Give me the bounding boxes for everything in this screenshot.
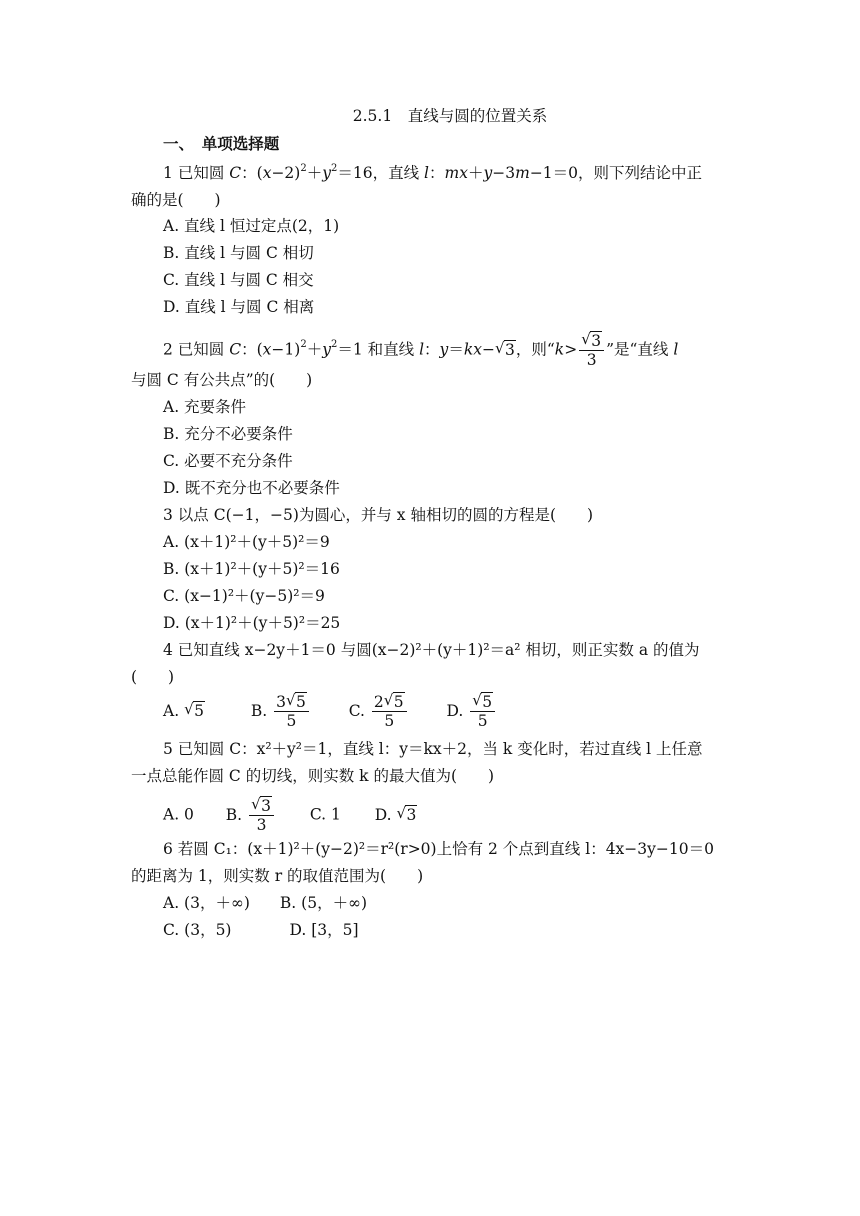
text: 3 bbox=[276, 693, 286, 711]
text: ＝ bbox=[448, 340, 464, 359]
text: 2 bbox=[300, 162, 307, 174]
text: −2) bbox=[271, 164, 301, 182]
q1-option-d: D. 直线 l 与圆 C 相离 bbox=[163, 298, 315, 316]
q4-option-a bbox=[163, 702, 205, 720]
text: ＋ bbox=[467, 164, 484, 182]
q4-option-b bbox=[250, 693, 311, 730]
q4-stem: 4 已知直线 x−2y＋1＝0 与圆(x−2)²＋(y＋1)²＝a² 相切，则正实数 a 的值为 bbox=[163, 641, 700, 659]
text: 5 bbox=[286, 712, 297, 730]
q6-stem: 6 若圆 C₁：(x＋1)²＋(y−2)²＝r²(r>0)上恰有 2 个点到直线 l：4x−3y−10＝0 bbox=[163, 840, 714, 858]
q2-stem-line2: 与圆 C 有公共点”的( ) bbox=[131, 371, 313, 389]
text: ，则“ bbox=[515, 340, 555, 359]
page-title: 2.5.1 直线与圆的位置关系 bbox=[352, 107, 548, 125]
text: y bbox=[483, 164, 493, 182]
q5-stem-line2: 一点总能作圆 C 的切线，则实数 k 的最大值为( ) bbox=[131, 767, 495, 785]
q5-option-b bbox=[225, 797, 276, 834]
q2-option-c: C. 必要不充分条件 bbox=[163, 452, 293, 470]
text: ： bbox=[429, 164, 445, 182]
q2-option-d: D. 既不充分也不必要条件 bbox=[163, 479, 340, 497]
q2-stem-line1 bbox=[163, 332, 678, 369]
text: 2 bbox=[373, 693, 384, 711]
text: y bbox=[439, 340, 449, 359]
text: l bbox=[424, 164, 429, 182]
q5-stem: 5 已知圆 C：x²＋y²＝1，直线 l：y＝kx＋2，当 k 变化时，若过直线 l 上任意 bbox=[163, 740, 703, 758]
q4-options bbox=[163, 693, 497, 730]
q1-stem-line1 bbox=[163, 163, 702, 183]
text: C bbox=[229, 340, 242, 359]
text: 3 bbox=[261, 797, 271, 815]
text: −1＝0，则下列结论中正 bbox=[529, 164, 703, 182]
text: 5 bbox=[477, 712, 488, 730]
q1-option-b: B. 直线 l 与圆 C 相切 bbox=[163, 244, 314, 262]
text: > bbox=[564, 340, 578, 359]
text: 5 bbox=[384, 712, 395, 730]
text: 2 已知圆 bbox=[163, 340, 230, 359]
text: y bbox=[322, 340, 331, 359]
text: 已知圆 bbox=[177, 164, 230, 182]
text: ”是“直线 bbox=[606, 340, 674, 359]
q5-option-c: C. 1 bbox=[309, 805, 341, 824]
text: 3 bbox=[591, 332, 602, 350]
text: −1) bbox=[271, 340, 301, 359]
text: 3 bbox=[504, 340, 515, 359]
q6-stem-line2: 的距离为 1，则实数 r 的取值范围为( ) bbox=[131, 867, 424, 885]
text: D. bbox=[446, 701, 464, 720]
text: l bbox=[419, 340, 425, 359]
q2-option-b: B. 充分不必要条件 bbox=[163, 425, 293, 443]
text: B. bbox=[250, 701, 268, 720]
text: m bbox=[515, 164, 530, 182]
text: 3 bbox=[586, 351, 597, 369]
text: 5 bbox=[194, 701, 204, 720]
text: ：( bbox=[241, 164, 263, 182]
text: l bbox=[673, 340, 679, 359]
text: 5 bbox=[295, 693, 306, 711]
q3-option-c: C. (x−1)²＋(y−5)²＝9 bbox=[163, 587, 325, 605]
q1-number: 1 bbox=[163, 164, 173, 182]
text: 3 bbox=[256, 816, 267, 834]
text: ： bbox=[424, 340, 440, 359]
q4-option-c bbox=[348, 693, 409, 730]
sqrt-symbol bbox=[495, 340, 516, 360]
text: ＝1 和直线 bbox=[337, 340, 420, 359]
q6-option-d: D. [3，5] bbox=[289, 921, 359, 939]
text: D. bbox=[374, 805, 392, 824]
q5-option-a: A. 0 bbox=[163, 805, 194, 824]
text: − bbox=[481, 340, 495, 359]
q1-stem-line2: 确的是( ) bbox=[131, 191, 221, 209]
text: 3 bbox=[406, 805, 417, 824]
text: ＋ bbox=[306, 164, 323, 182]
q1-option-c: C. 直线 l 与圆 C 相交 bbox=[163, 271, 314, 289]
text: ＋ bbox=[306, 340, 323, 359]
text: x bbox=[262, 164, 272, 182]
text: 2 bbox=[330, 339, 338, 351]
q3-stem: 3 以点 C(−1，−5)为圆心，并与 x 轴相切的圆的方程是( ) bbox=[163, 506, 594, 524]
text: 5 bbox=[393, 693, 404, 711]
text: mx bbox=[444, 164, 468, 182]
q6-option-c: C. (3，5) bbox=[163, 921, 232, 939]
text: x bbox=[262, 340, 272, 359]
text: 2 bbox=[331, 162, 338, 174]
q6-option-b: B. (5，＋∞) bbox=[279, 894, 368, 912]
text: 5 bbox=[482, 693, 493, 711]
text: A. bbox=[163, 701, 180, 720]
text: −3 bbox=[492, 164, 516, 182]
q4-option-d bbox=[446, 693, 498, 730]
text: 2 bbox=[300, 339, 307, 351]
q3-option-d: D. (x＋1)²＋(y＋5)²＝25 bbox=[163, 614, 341, 632]
q3-option-b: B. (x＋1)²＋(y＋5)²＝16 bbox=[163, 560, 340, 578]
text: k bbox=[554, 340, 565, 359]
text: B. bbox=[225, 805, 243, 824]
q6-options-row2 bbox=[163, 920, 359, 940]
q4-stem-line2: ( ) bbox=[131, 668, 175, 686]
q1-option-a: A. 直线 l 恒过定点(2，1) bbox=[163, 217, 340, 235]
text: C. bbox=[348, 701, 365, 720]
fraction bbox=[579, 332, 604, 369]
text: ：( bbox=[241, 340, 263, 359]
text: kx bbox=[463, 340, 482, 359]
text: C bbox=[229, 164, 242, 182]
q5-options bbox=[163, 797, 417, 834]
q3-option-a: A. (x＋1)²＋(y＋5)²＝9 bbox=[163, 533, 330, 551]
section-heading: 一、 单项选择题 bbox=[163, 134, 280, 153]
q5-option-d bbox=[375, 806, 418, 824]
q2-option-a: A. 充要条件 bbox=[163, 398, 247, 416]
q6-option-a: A. (3，＋∞) bbox=[163, 894, 250, 912]
q6-options-row1 bbox=[163, 893, 367, 913]
text: y bbox=[322, 164, 331, 182]
text: ＝16，直线 bbox=[337, 164, 425, 182]
